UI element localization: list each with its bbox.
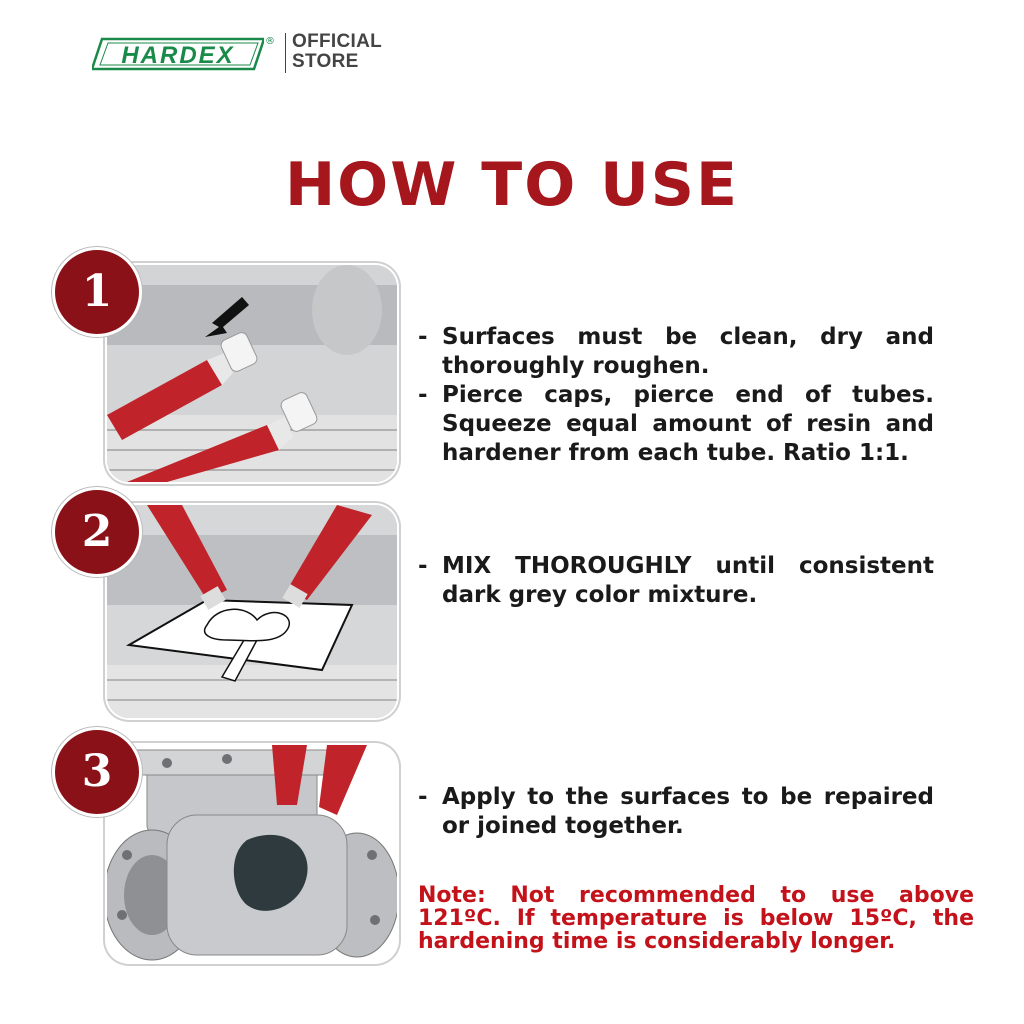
logo-text: HARDEX — [121, 42, 235, 69]
step-3-description — [418, 783, 934, 841]
step-1-item-1 — [418, 323, 934, 381]
step-1-item-2 — [418, 381, 934, 468]
bullet-dash: - — [418, 382, 428, 408]
page-title: HOW TO USE — [284, 150, 740, 220]
step-3-item-1 — [418, 783, 934, 841]
step-1-badge: 1 — [52, 247, 142, 337]
step-3-image — [107, 745, 397, 962]
header-divider — [285, 33, 286, 73]
hardex-logo-mark — [92, 37, 264, 71]
step-2-description — [418, 552, 934, 610]
step-3-badge: 3 — [52, 727, 142, 817]
step-1-item-2-text: Pierce caps, pierce end of tubes. Squeeze equal amount of resin and hardener from each tube. Ratio 1:1. — [442, 382, 934, 466]
step-1-image — [107, 265, 397, 482]
store-line-1: OFFICIAL — [292, 31, 382, 52]
step-3-item-1-text: Apply to the surfaces to be repaired or joined together. — [442, 784, 934, 839]
temperature-note: Note: Not recommended to use above 121ºC. If temperature is below 15ºC, the hardening time is considerably longer. — [418, 883, 974, 954]
store-line-2: STORE — [292, 51, 359, 72]
step-2-item-1 — [418, 552, 934, 610]
step-1-item-1-text: Surfaces must be clean, dry and thoroughly roughen. — [442, 324, 934, 379]
hardex-logo — [92, 37, 264, 71]
step-2-badge: 2 — [52, 487, 142, 577]
official-store-label — [292, 32, 382, 72]
bullet-dash: - — [418, 784, 428, 810]
bullet-dash: - — [418, 553, 428, 579]
step-1-description — [418, 323, 934, 468]
step-2-item-1-text: MIX THOROUGHLY until consistent dark grey color mixture. — [442, 553, 934, 608]
registered-mark: ® — [265, 36, 275, 47]
bullet-dash: - — [418, 324, 428, 350]
step-2-image — [107, 505, 397, 718]
